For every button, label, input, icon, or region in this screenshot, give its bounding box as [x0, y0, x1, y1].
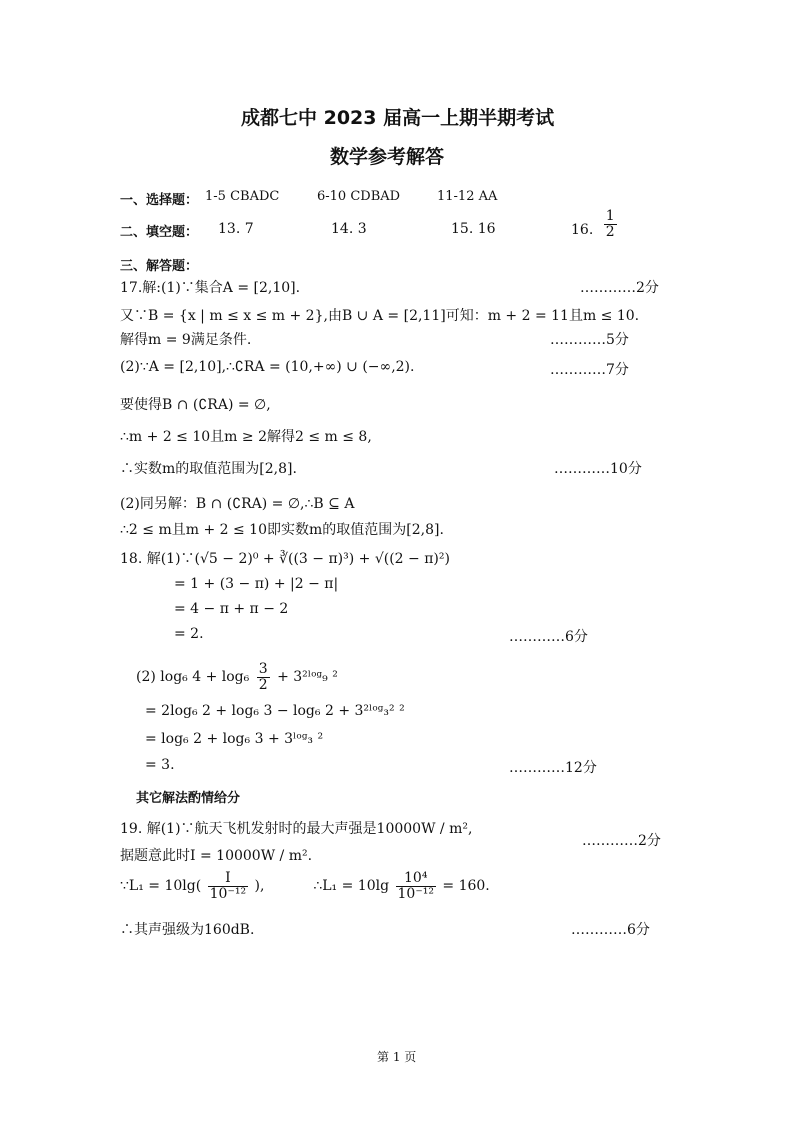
q17-line-1: 17.解:(1)∵集合A = [2,10].: [120, 280, 301, 296]
q18-score-2: …………12分: [509, 760, 597, 776]
q17-score-2: …………5分: [550, 332, 629, 348]
q18-line-4: = 2.: [174, 626, 204, 642]
q19-line-4: ∴其声强级为160dB.: [120, 922, 255, 938]
q19-line-1: 19. 解(1)∵航天飞机发射时的最大声强是10000W / m²,: [120, 821, 473, 837]
part1-answers-1-5: 1-5 CBADC: [205, 189, 280, 204]
q18-line-5-start: (2) log₆ 4 + log₆: [136, 669, 250, 686]
q19-score-1: …………2分: [582, 833, 661, 849]
fraction-numerator: 10⁴: [396, 871, 436, 887]
q17-line-3: 解得m = 9满足条件.: [120, 332, 252, 348]
part1-label: 一、选择题：: [120, 193, 199, 208]
fraction-denominator: 10⁻¹²: [209, 885, 247, 902]
q17-line-9: ∴2 ≤ m且m + 2 ≤ 10即实数m的取值范围为[2,8].: [120, 522, 444, 538]
answer-16: [571, 208, 617, 240]
answer-16-label: 16.: [571, 222, 594, 239]
answer-15: 15. 16: [451, 221, 496, 237]
fraction-denominator: 10⁻¹²: [397, 885, 434, 902]
answer-13: 13. 7: [218, 221, 254, 237]
q18-line-7: = log₆ 2 + log₆ 3 + 3ˡᵒᵍ₃ ²: [145, 731, 324, 747]
q19-line-3-result-start: ∴L₁ = 10lg: [313, 878, 390, 895]
q17-line-8: (2)同另解：B ∩ (∁RA) = ∅,∴B ⊆ A: [120, 496, 355, 512]
fraction-denominator: 2: [258, 676, 268, 693]
fraction-denominator: 2: [605, 223, 615, 240]
q17-line-7: ∴实数m的取值范围为[2,8].: [120, 461, 297, 477]
q17-score-3: …………7分: [550, 362, 629, 378]
q18-fraction: [257, 662, 270, 692]
q19-fraction-1: [208, 871, 248, 901]
q17-score-1: …………2分: [580, 280, 659, 296]
q17-line-2: 又∵B = {x | m ≤ x ≤ m + 2},由B ∪ A = [2,11]可知：m + 2 = 11且m ≤ 10.: [120, 308, 640, 324]
fraction-numerator: I: [208, 871, 248, 887]
q19-fraction-2: [396, 871, 436, 901]
q17-line-6: ∴m + 2 ≤ 10且m ≥ 2解得2 ≤ m ≤ 8,: [120, 429, 372, 445]
q19-line-2: 据题意此时I = 10000W / m².: [120, 848, 313, 864]
page-title: 成都七中 2023 届高一上期半期考试: [241, 107, 555, 129]
fraction-numerator: 3: [258, 661, 268, 677]
q17-score-4: …………10分: [554, 461, 642, 477]
q18-line-3: = 4 − π + π − 2: [174, 601, 289, 617]
fraction-numerator: 1: [605, 208, 615, 224]
q18-line-6: = 2log₆ 2 + log₆ 3 − log₆ 2 + 3²ˡᵒᵍ₃² ²: [145, 703, 405, 719]
q19-line-3-close: ),: [254, 878, 265, 895]
q18-line-1: 18. 解(1)∵(√5 − 2)⁰ + ∛((3 − π)³) + √((2 − π)²): [120, 551, 450, 567]
q18-note: 其它解法酌情给分: [136, 791, 241, 806]
page-number: 第 1 页: [377, 1050, 417, 1064]
answer-16-fraction: [604, 209, 617, 239]
part3-label: 三、解答题：: [120, 259, 199, 274]
q18-line-8: = 3.: [145, 757, 175, 773]
q17-line-4: (2)∵A = [2,10],∴∁RA = (10,+∞) ∪ (−∞,2).: [120, 359, 415, 375]
part1-answers-6-10: 6-10 CDBAD: [317, 189, 401, 204]
answer-14: 14. 3: [331, 221, 367, 237]
q19-score-2: …………6分: [571, 922, 650, 938]
part1-answers-11-12: 11-12 AA: [437, 189, 498, 204]
q19-line-3-result-end: = 160.: [442, 878, 490, 895]
q19-line-3-start: ∵L₁ = 10lg(: [120, 878, 202, 895]
q18-line-5: [136, 662, 338, 692]
page-subtitle: 数学参考解答: [330, 146, 445, 168]
q18-line-5-end: + 3²ˡᵒᵍ₉ ²: [277, 669, 338, 686]
q18-line-2: = 1 + (3 − π) + |2 − π|: [174, 576, 339, 592]
part2-label: 二、填空题：: [120, 225, 199, 240]
q18-score-1: …………6分: [509, 629, 588, 645]
q19-line-3: [120, 871, 490, 901]
q17-line-5: 要使得B ∩ (∁RA) = ∅,: [120, 397, 271, 413]
